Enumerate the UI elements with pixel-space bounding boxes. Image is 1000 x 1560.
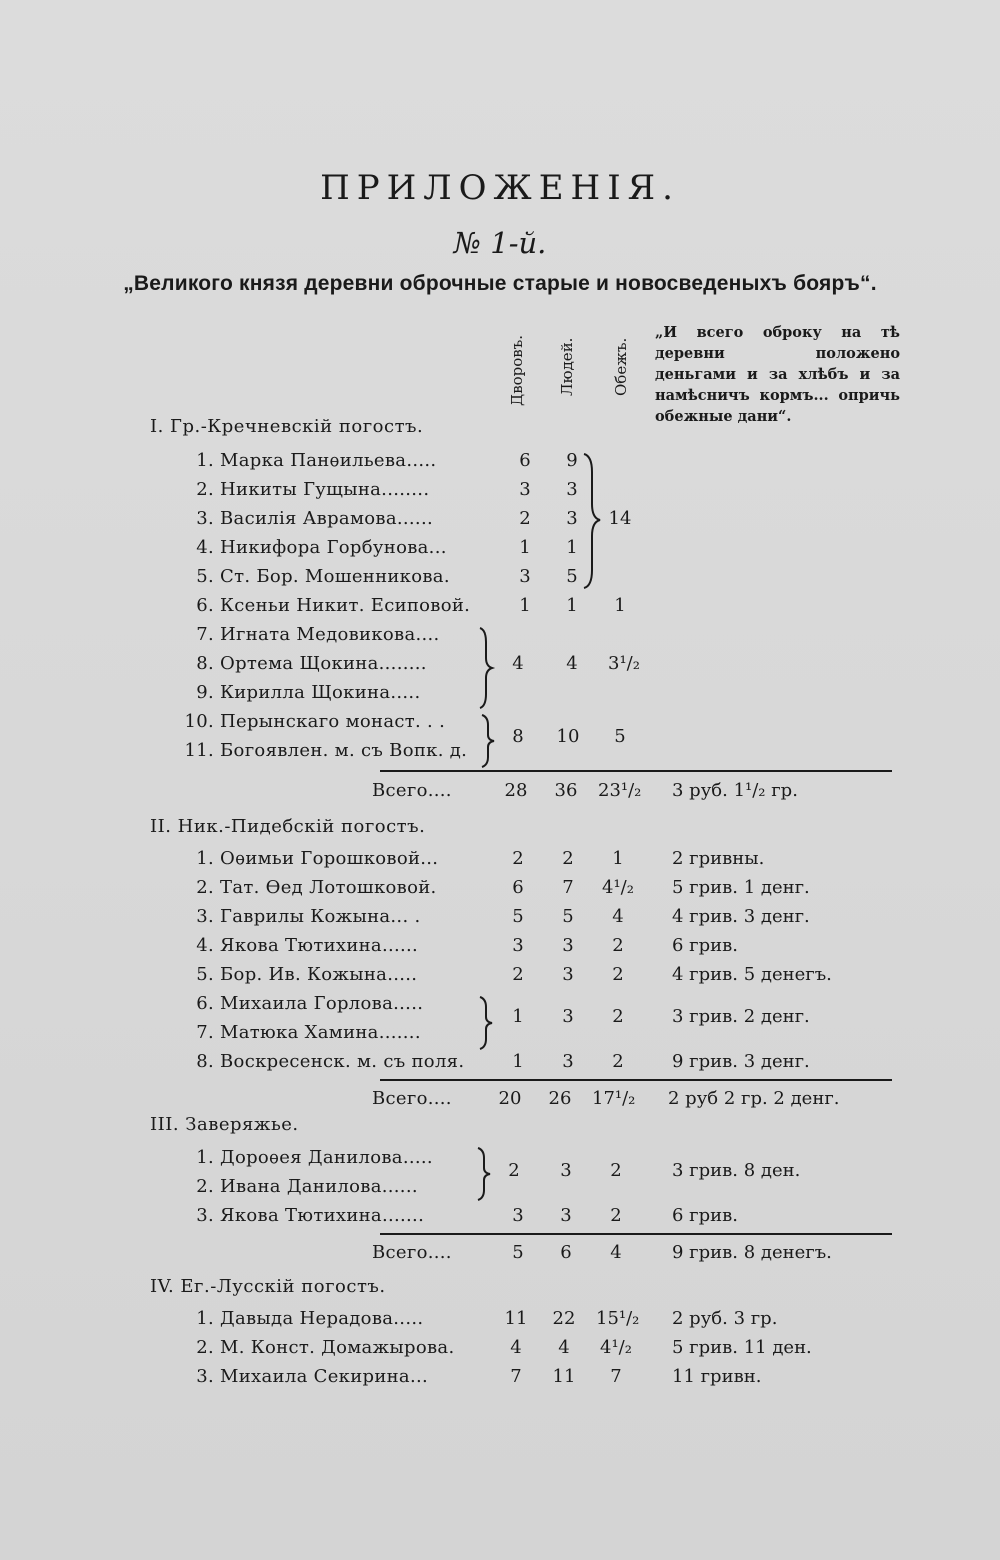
cell-dvorov: 7 (510, 1366, 522, 1387)
cell-lyudei: 9 (566, 450, 578, 471)
row-name: М. Конст. Домажырова. (220, 1337, 455, 1358)
cell-obezh: 2 (610, 1205, 622, 1226)
row-name: Гаврилы Кожына... . (220, 906, 421, 927)
total-label: Всего.... (372, 1242, 452, 1263)
cell-dvorov: 6 (512, 877, 524, 898)
cell-dvorov: 2 (512, 964, 524, 985)
table-row (190, 682, 420, 703)
table-row (190, 848, 438, 869)
cell-obezh: 14 (608, 508, 632, 529)
cell-dvorov: 4 (510, 1337, 522, 1358)
table-row (190, 566, 450, 587)
row-number: 1. (196, 1147, 214, 1168)
section-label: III. Заверяжье. (150, 1114, 299, 1135)
cell-lyudei: 5 (566, 566, 578, 587)
row-name: Василія Аврамова...... (220, 508, 433, 529)
cell-lyudei: 22 (552, 1308, 576, 1329)
cell-money: 4 грив. 5 денегъ. (672, 964, 832, 985)
cell-dvorov: 1 (519, 595, 531, 616)
cell-obezh: 4¹/₂ (600, 1337, 632, 1358)
row-number: 8. (196, 1051, 214, 1072)
row-name: Михаила Секирина... (220, 1366, 429, 1387)
row-name: Матюка Хамина....... (220, 1022, 421, 1043)
cell-dvorov: 8 (512, 726, 524, 747)
row-number: 7. (196, 624, 214, 645)
row-number: 3. (196, 508, 214, 529)
row-number: 10. (184, 711, 214, 732)
section-label: II. Ник.-Пидебскій погостъ. (150, 816, 426, 837)
cell-obezh: 2 (612, 935, 624, 956)
row-number: 1. (196, 450, 214, 471)
total-lyudei: 6 (560, 1242, 572, 1263)
cell-dvorov: 5 (512, 906, 524, 927)
cell-obezh: 1 (614, 595, 626, 616)
row-name: Кирилла Щокина..... (220, 682, 421, 703)
cell-lyudei: 2 (562, 848, 574, 869)
row-name: Ивана Данилова...... (220, 1176, 418, 1197)
cell-obezh: 4¹/₂ (602, 877, 634, 898)
group-brace (478, 713, 498, 769)
row-name: Тат. Ѳед Лотошковой. (220, 877, 437, 898)
table-row (182, 740, 467, 761)
row-name: Якова Тютихина....... (220, 1205, 425, 1226)
table-row (190, 993, 423, 1014)
cell-dvorov: 1 (512, 1006, 524, 1027)
row-name: Якова Тютихина...... (220, 935, 419, 956)
cell-money: 6 грив. (672, 1205, 738, 1226)
table-row (190, 1337, 455, 1358)
cell-obezh: 2 (610, 1160, 622, 1181)
section-label: I. Гр.-Кречневскій погостъ. (150, 416, 424, 437)
cell-obezh: 5 (614, 726, 626, 747)
row-name: Дороѳея Данилова..... (220, 1147, 433, 1168)
column-header-obezh: Обежъ. (612, 337, 630, 396)
appendix-number: № 1-й. (453, 226, 547, 260)
total-obezh: 23¹/₂ (598, 780, 642, 801)
row-number: 2. (196, 877, 214, 898)
cell-lyudei: 3 (560, 1205, 572, 1226)
total-money: 2 руб 2 гр. 2 денг. (668, 1088, 840, 1109)
table-row (190, 595, 470, 616)
column-header-money-note: „И всего оброку на тѣ деревни положено деньгами и за хлѣбъ и за намѣсничъ кормъ... опричь обежные дани“. (655, 324, 900, 425)
cell-dvorov: 2 (519, 508, 531, 529)
cell-dvorov: 6 (519, 450, 531, 471)
table-row (190, 935, 418, 956)
total-obezh: 17¹/₂ (592, 1088, 636, 1109)
row-number: 7. (196, 1022, 214, 1043)
cell-dvorov: 3 (519, 479, 531, 500)
table-row (190, 1147, 433, 1168)
row-name: Михаила Горлова..... (220, 993, 424, 1014)
cell-dvorov: 3 (519, 566, 531, 587)
cell-dvorov: 1 (519, 537, 531, 558)
row-number: 3. (196, 1366, 214, 1387)
cell-lyudei: 3 (560, 1160, 572, 1181)
cell-money: 5 грив. 1 денг. (672, 877, 810, 898)
row-name: Ст. Бор. Мошенникова. (220, 566, 450, 587)
cell-dvorov: 3 (512, 935, 524, 956)
row-name: Никиты Гущына........ (220, 479, 430, 500)
row-number: 4. (196, 537, 214, 558)
group-brace (476, 626, 496, 710)
table-row (190, 1051, 464, 1072)
cell-money: 3 грив. 2 денг. (672, 1006, 810, 1027)
row-name: Ксеньи Никит. Есиповой. (220, 595, 471, 616)
cell-obezh: 2 (612, 1006, 624, 1027)
cell-money: 5 грив. 11 ден. (672, 1337, 812, 1358)
total-dvorov: 20 (498, 1088, 522, 1109)
section-label: IV. Ег.-Лусскій погостъ. (150, 1276, 386, 1297)
total-money: 3 руб. 1¹/₂ гр. (672, 780, 798, 801)
table-row (190, 1366, 428, 1387)
row-name: Бор. Ив. Кожына..... (220, 964, 418, 985)
table-row (190, 653, 427, 674)
row-number: 6. (196, 595, 214, 616)
cell-lyudei: 10 (556, 726, 580, 747)
cell-obezh: 2 (612, 1051, 624, 1072)
row-number: 4. (196, 935, 214, 956)
cell-lyudei: 3 (566, 479, 578, 500)
row-number: 3. (196, 906, 214, 927)
total-money: 9 грив. 8 денегъ. (672, 1242, 832, 1263)
cell-money: 2 руб. 3 гр. (672, 1308, 778, 1329)
table-row (190, 877, 437, 898)
row-number: 5. (196, 964, 214, 985)
page-title: ПРИЛОЖЕНIЯ. (320, 168, 680, 208)
cell-dvorov: 2 (508, 1160, 520, 1181)
row-name: Игната Медовикова.... (220, 624, 440, 645)
total-rule (380, 770, 892, 772)
cell-money: 9 грив. 3 денг. (672, 1051, 810, 1072)
group-brace (578, 452, 608, 592)
cell-lyudei: 3 (562, 935, 574, 956)
cell-dvorov: 1 (512, 1051, 524, 1072)
table-row (190, 537, 447, 558)
row-number: 11. (184, 740, 214, 761)
row-number: 2. (196, 1337, 214, 1358)
cell-money: 2 гривны. (672, 848, 765, 869)
cell-lyudei: 7 (562, 877, 574, 898)
row-name: Перынскаго монаст. . . (220, 711, 446, 732)
total-lyudei: 36 (554, 780, 578, 801)
cell-dvorov: 2 (512, 848, 524, 869)
row-name: Ортема Щокина........ (220, 653, 427, 674)
cell-obezh: 7 (610, 1366, 622, 1387)
row-number: 1. (196, 1308, 214, 1329)
total-rule (380, 1233, 892, 1235)
row-name: Никифора Горбунова... (220, 537, 447, 558)
cell-obezh: 2 (612, 964, 624, 985)
cell-dvorov: 3 (512, 1205, 524, 1226)
table-row (190, 1205, 424, 1226)
total-label: Всего.... (372, 1088, 452, 1109)
cell-dvorov: 4 (512, 653, 524, 674)
row-name: Давыда Нерадова..... (220, 1308, 424, 1329)
total-obezh: 4 (610, 1242, 622, 1263)
cell-lyudei: 4 (558, 1337, 570, 1358)
row-name: Богоявлен. м. съ Вопк. д. (220, 740, 468, 761)
cell-obezh: 3¹/₂ (608, 653, 640, 674)
row-name: Марка Панѳильева..... (220, 450, 437, 471)
column-header-lyudei: Людей. (558, 337, 576, 396)
cell-lyudei: 11 (552, 1366, 576, 1387)
cell-lyudei: 3 (562, 1051, 574, 1072)
group-brace (476, 995, 496, 1051)
cell-money: 4 грив. 3 денг. (672, 906, 810, 927)
cell-obezh: 4 (612, 906, 624, 927)
cell-obezh: 1 (612, 848, 624, 869)
cell-lyudei: 1 (566, 595, 578, 616)
column-header-dvorov: Дворовъ. (508, 334, 526, 406)
row-number: 2. (196, 1176, 214, 1197)
table-heading: „Великого князя деревни оброчные старые и новосведеныхъ бояръ“. (123, 272, 877, 295)
cell-lyudei: 4 (566, 653, 578, 674)
cell-lyudei: 3 (562, 1006, 574, 1027)
row-number: 5. (196, 566, 214, 587)
group-brace (474, 1146, 494, 1202)
row-number: 1. (196, 848, 214, 869)
table-row (190, 1308, 423, 1329)
table-row (190, 906, 421, 927)
table-row (182, 711, 445, 732)
table-row (190, 1022, 421, 1043)
table-row (190, 479, 429, 500)
row-number: 9. (196, 682, 214, 703)
total-label: Всего.... (372, 780, 452, 801)
cell-lyudei: 3 (566, 508, 578, 529)
cell-money: 6 грив. (672, 935, 738, 956)
row-number: 3. (196, 1205, 214, 1226)
row-name: Воскресенск. м. съ поля. (220, 1051, 465, 1072)
cell-dvorov: 11 (504, 1308, 528, 1329)
cell-lyudei: 5 (562, 906, 574, 927)
total-dvorov: 5 (512, 1242, 524, 1263)
table-row (190, 624, 440, 645)
cell-lyudei: 3 (562, 964, 574, 985)
table-row (190, 450, 436, 471)
total-lyudei: 26 (548, 1088, 572, 1109)
total-rule (380, 1079, 892, 1081)
cell-money: 11 гривн. (672, 1366, 762, 1387)
row-number: 2. (196, 479, 214, 500)
cell-money: 3 грив. 8 ден. (672, 1160, 801, 1181)
total-dvorov: 28 (504, 780, 528, 801)
cell-lyudei: 1 (566, 537, 578, 558)
table-row (190, 1176, 418, 1197)
row-number: 6. (196, 993, 214, 1014)
table-row (190, 964, 417, 985)
row-name: Оѳимьи Горошковой... (220, 848, 439, 869)
table-row (190, 508, 433, 529)
row-number: 8. (196, 653, 214, 674)
cell-obezh: 15¹/₂ (596, 1308, 640, 1329)
